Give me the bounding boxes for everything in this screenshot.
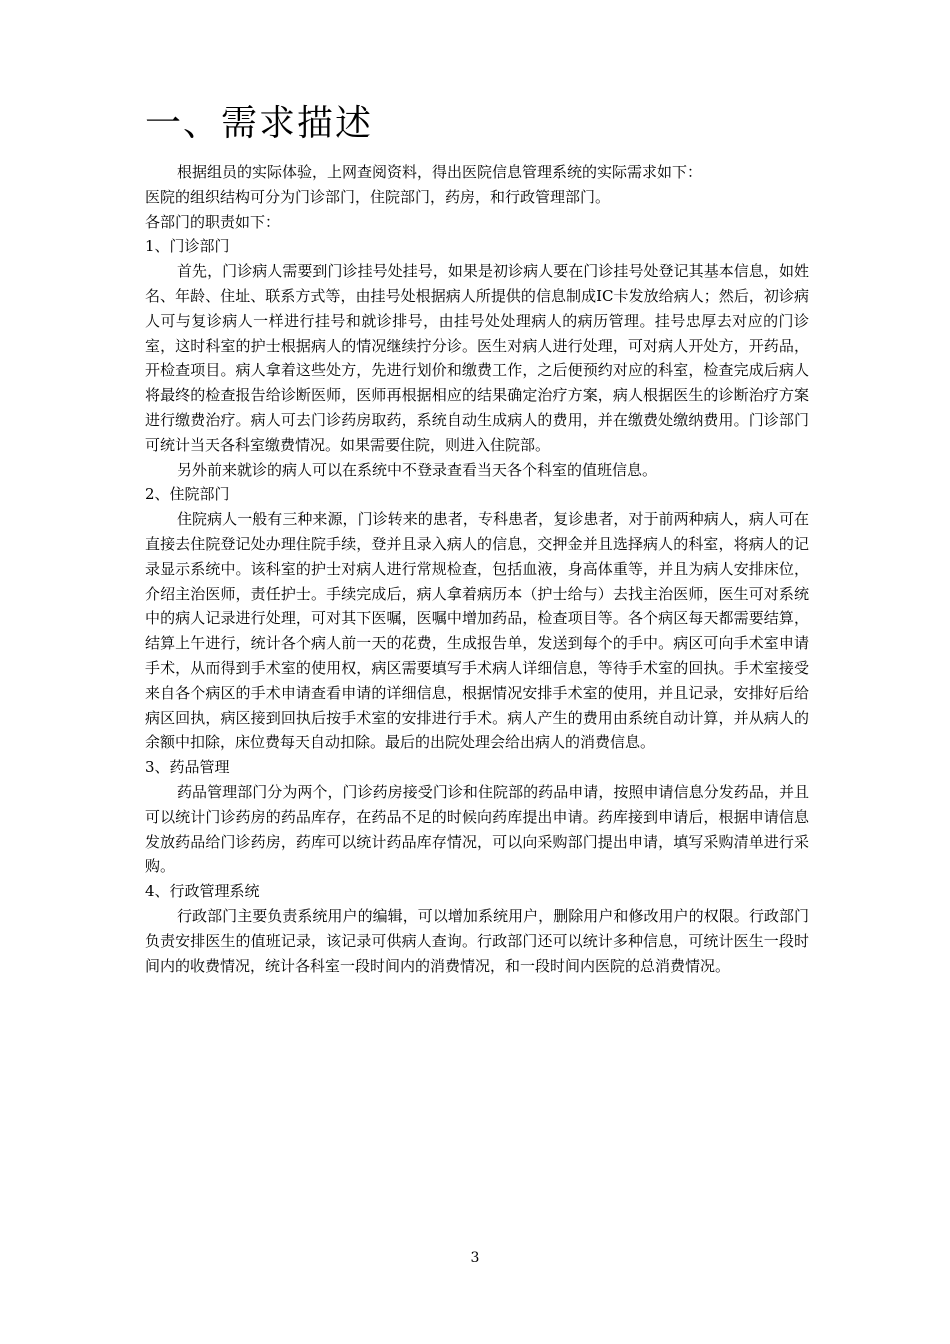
paragraph-pharmacy: 药品管理部门分为两个，门诊药房接受门诊和住院部的药品申请，按照申请信息分发药品，并且可以统计门诊药房的药品库存，在药品不足的时候向药库提出申请。药库接到申请后，根据申请信息发放药品给门诊药房，药库可以统计药品库存情况，可以向采购部门提出申请，填写采购清单进行采购。 <box>145 782 809 876</box>
subsection-title-administration: 4、行政管理系统 <box>145 882 260 901</box>
intro-line: 根据组员的实际体验，上网查阅资料，得出医院信息管理系统的实际需求如下： <box>177 163 703 181</box>
subsection-title-inpatient: 2、住院部门 <box>145 485 230 504</box>
subsection-title-outpatient: 1、门诊部门 <box>145 237 230 256</box>
paragraph-outpatient-duty: 另外前来就诊的病人可以在系统中不登录查看当天各个科室的值班信息。 <box>177 460 658 479</box>
page-number: 3 <box>470 1250 480 1266</box>
intro-line: 医院的组织结构可分为门诊部门，住院部门，药房，和行政管理部门。 <box>145 187 611 206</box>
paragraph-administration: 行政部门主要负责系统用户的编辑，可以增加系统用户，删除用户和修改用户的权限。行政部门负责安排医生的值班记录，该记录可供病人查询。行政部门还可以统计多种信息，可统计医生一段时间内的收费情况，统计各科室一段时间内的消费情况，和一段时间内医院的总消费情况。 <box>145 906 809 975</box>
paragraph-outpatient: 首先，门诊病人需要到门诊挂号处挂号，如果是初诊病人要在门诊挂号处登记其基本信息，如姓名、年龄、住址、联系方式等，由挂号处根据病人所提供的信息制成IC卡发放给病人；然后，初诊病人可与复诊病人一样进行挂号和就诊排号，由挂号处处理病人的病历管理。挂号忠厚去对应的门诊室，这时科室的护士根据病人的情况继续拧分诊。医生对病人进行处理，可对病人开处方，开药品，开检查项目。病人拿着这些处方，先进行划价和缴费工作，之后便预约对应的科室，检查完成后病人将最终的检查报告给诊断医师，医师再根据相应的结果确定治疗方案，病人根据医生的诊断治疗方案进行缴费治疗。病人可去门诊药房取药，系统自动生成病人的费用，并在缴费处缴纳费用。门诊部门可统计当天各科室缴费情况。如果需要住院，则进入住院部。 <box>145 262 809 454</box>
subsection-title-pharmacy: 3、药品管理 <box>145 758 230 777</box>
intro-line: 各部门的职责如下： <box>145 212 281 231</box>
paragraph-inpatient: 住院病人一般有三种来源，门诊转来的患者，专科患者，复诊患者，对于前两种病人，病人可在直接去住院登记处办理住院手续，登并且录入病人的信息，交押金并且选择病人的科室，将病人的记录显示系统中。该科室的护士对病人进行常规检查，包括血液，身高体重等，并且为病人安排床位，介绍主治医师，责任护士。手续完成后，病人拿着病历本（护士给与）去找主治医师，医生可对系统中的病人记录进行处理，可对其下医嘱，医嘱中增加药品，检查项目等。各个病区每天都需要结算，结算上午进行，统计各个病人前一天的花费，生成报告单，发送到每个的手中。病区可向手术室申请手术，从而得到手术室的使用权，病区需要填写手术病人详细信息，等待手术室的回执。手术室接受来自各个病区的手术申请查看申请的详细信息，根据情况安排手术室的使用，并且记录，安排好后给病区回执，病区接到回执后按手术室的安排进行手术。病人产生的费用由系统自动计算，并从病人的余额中扣除，床位费每天自动扣除。最后的出院处理会给出病人的消费信息。 <box>145 510 809 752</box>
page-content <box>145 96 809 978</box>
section-heading: 一、需求描述 <box>145 103 374 144</box>
